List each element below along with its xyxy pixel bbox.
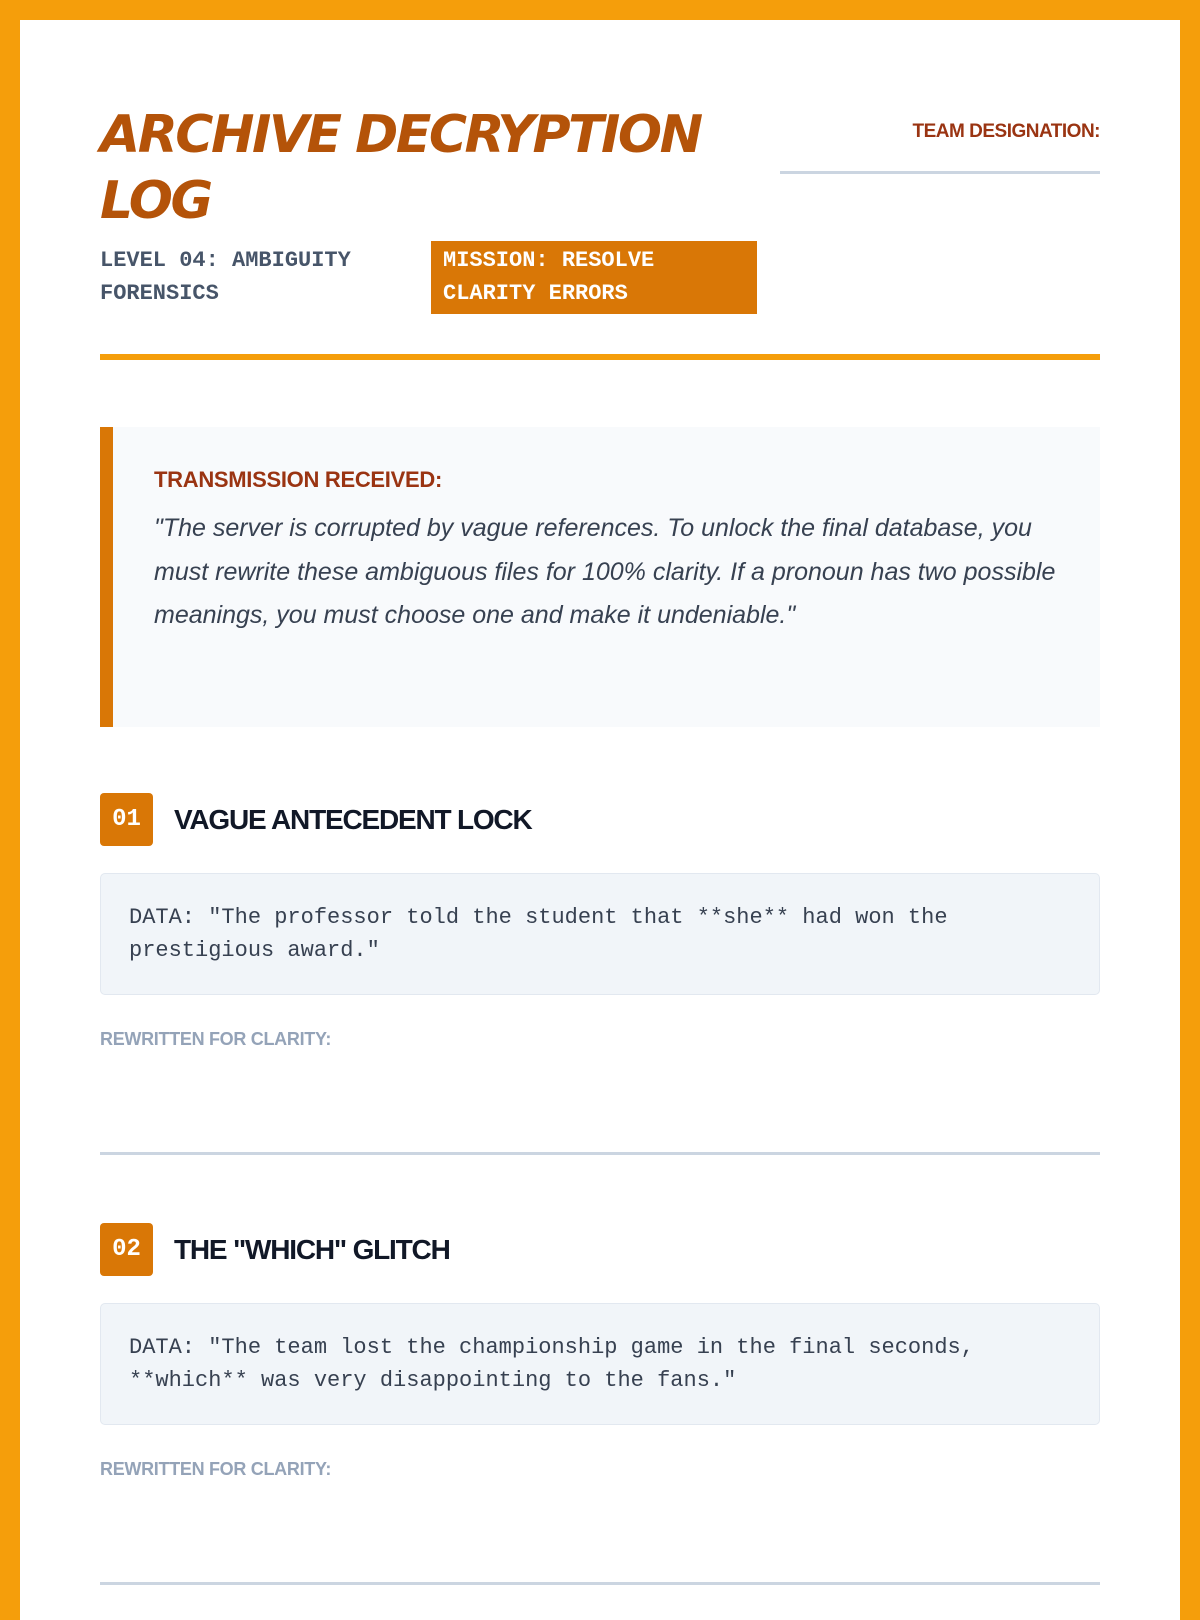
task-data-box: DATA: "The professor told the student that **she** had won the prestigious award." — [100, 873, 1100, 995]
team-designation-label: TEAM DESIGNATION: — [912, 121, 1100, 142]
task-number-badge: 02 — [100, 1223, 153, 1276]
level-subtitle: LEVEL 04: AMBIGUITY FORENSICS — [100, 248, 351, 306]
transmission-message: "The server is corrupted by vague references. To unlock the final database, you must rewrite these ambiguous files for 100% clarity. If a pronoun has two possible meanings, you must choose one and make it undeniable." — [154, 514, 1056, 629]
team-designation-field[interactable] — [780, 171, 1100, 174]
task-title: VAGUE ANTECEDENT LOCK — [174, 804, 532, 835]
task-title: THE "WHICH" GLITCH — [174, 1234, 450, 1265]
mission-badge: MISSION: RESOLVE CLARITY ERRORS — [431, 241, 757, 314]
page-title: ARCHIVE DECRYPTION LOG — [100, 105, 701, 231]
worksheet-page — [20, 20, 1180, 1620]
transmission-label: TRANSMISSION RECEIVED: — [154, 467, 442, 492]
transmission-callout — [100, 427, 1100, 727]
answer-line[interactable] — [100, 1582, 1100, 1585]
header-divider — [100, 354, 1100, 360]
rewrite-label: REWRITTEN FOR CLARITY: — [100, 1459, 332, 1479]
rewrite-label: REWRITTEN FOR CLARITY: — [100, 1029, 332, 1049]
task-number-badge: 01 — [100, 793, 153, 846]
answer-line[interactable] — [100, 1152, 1100, 1155]
task-data-box: DATA: "The team lost the championship game in the final seconds, **which** was very disappointing to the fans." — [100, 1303, 1100, 1425]
